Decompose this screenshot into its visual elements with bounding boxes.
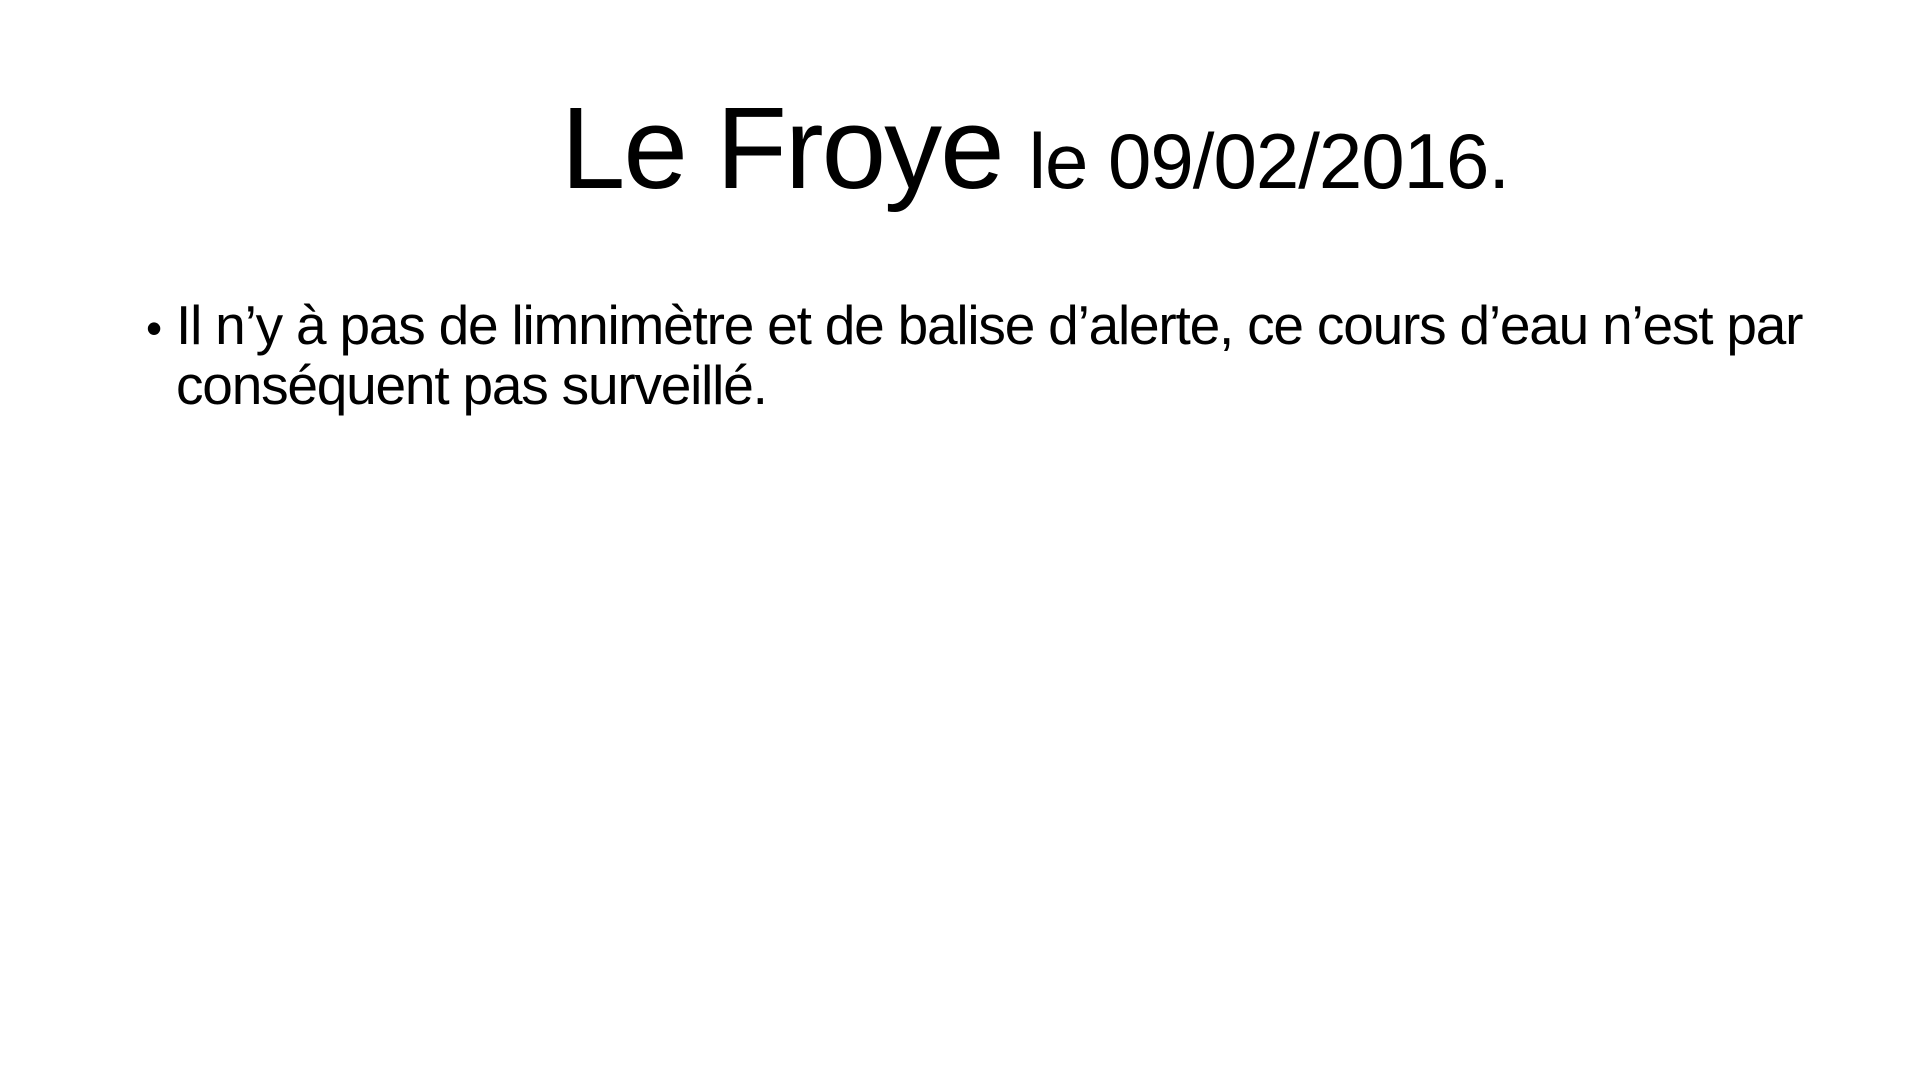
slide-title [150, 84, 1920, 241]
slide-title-main: Le Froye [560, 83, 1003, 213]
bullet-list [146, 295, 1836, 415]
slide-title-date: le 09/02/2016. [1028, 117, 1510, 205]
list-item [146, 295, 1836, 415]
bullet-marker: • [146, 302, 161, 354]
bullet-text: Il n’y à pas de limnimètre et de balise d’alerte, ce cours d’eau n’est par conséquent pas surveillé. [176, 294, 1803, 416]
